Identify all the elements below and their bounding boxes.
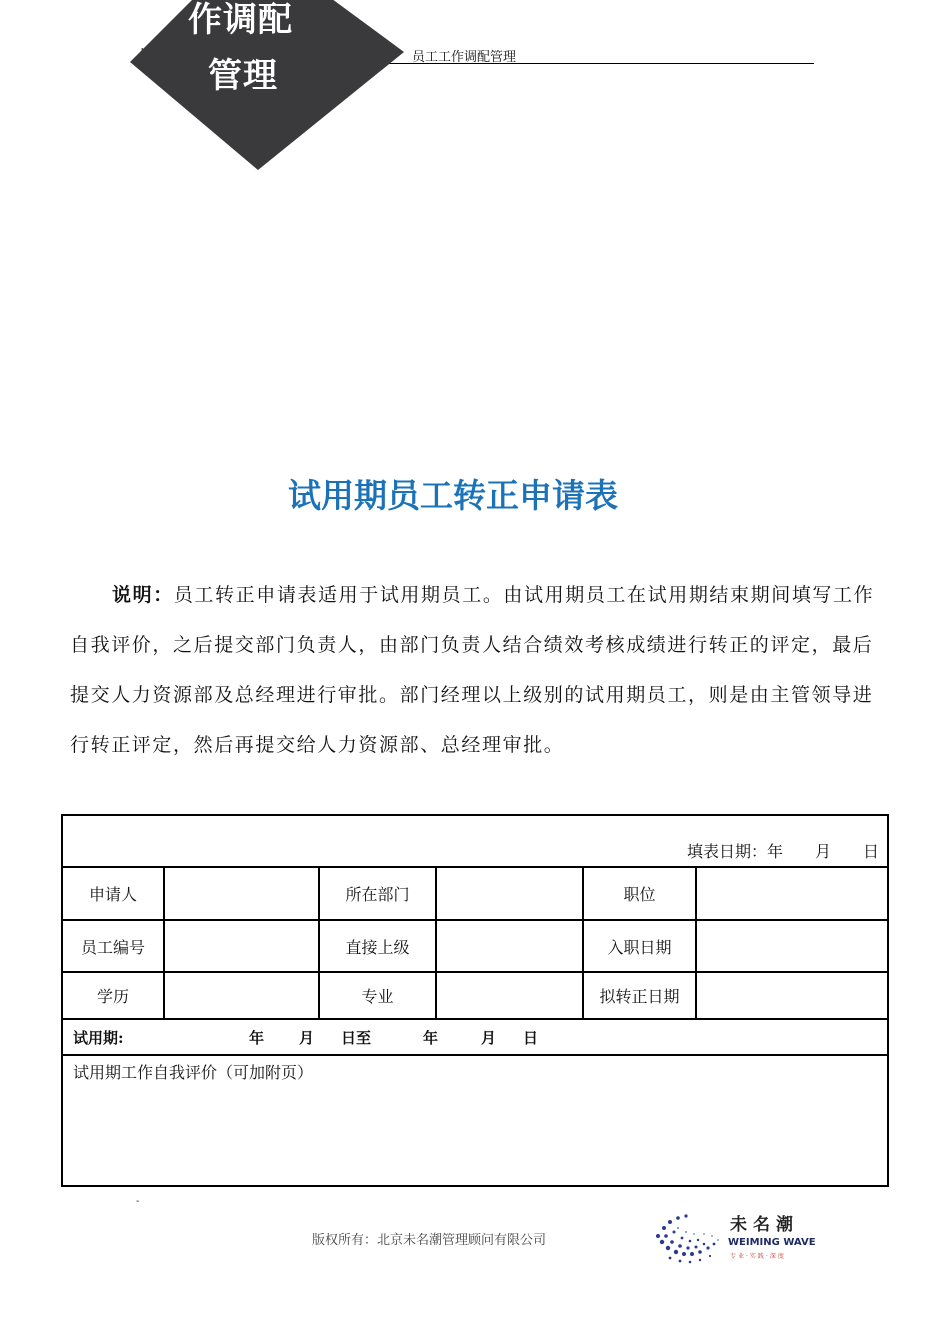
- field-supervisor[interactable]: [437, 921, 584, 971]
- badge-text-line1: 作调配: [188, 0, 293, 40]
- trial-period-label: 试用期:: [73, 1028, 124, 1047]
- field-position[interactable]: [697, 868, 887, 919]
- table-row: [63, 921, 887, 973]
- table-row: [63, 868, 887, 921]
- label-education: 学历: [63, 973, 165, 1018]
- trial-end-month: 月: [481, 1028, 497, 1047]
- trial-end-year: 年: [423, 1028, 439, 1047]
- fill-date-row: [63, 816, 887, 868]
- logo-english-name: WEIMING WAVE: [728, 1237, 816, 1248]
- trial-end-day: 日: [523, 1028, 539, 1047]
- trial-period-row: [63, 1020, 887, 1056]
- label-applicant: 申请人: [63, 868, 165, 919]
- self-evaluation-label: 试用期工作自我评价（可加附页）: [73, 1063, 314, 1082]
- label-employee-id: 员工编号: [63, 921, 165, 971]
- footer-dash: -: [136, 1196, 140, 1207]
- fill-date-text: 填表日期：年 月 日: [686, 842, 879, 861]
- wave-logo-icon: [648, 1206, 728, 1266]
- page-title: 试用期员工转正申请表: [288, 476, 618, 515]
- logo-chinese-name: 未名潮: [730, 1215, 799, 1235]
- field-education[interactable]: [165, 973, 320, 1018]
- header-badge: [0, 0, 420, 175]
- logo-tagline: 专业·实践·深度: [730, 1253, 786, 1260]
- table-row: [63, 973, 887, 1020]
- field-applicant[interactable]: [165, 868, 320, 919]
- field-employee-id[interactable]: [165, 921, 320, 971]
- field-planned-regularization-date[interactable]: [697, 973, 887, 1018]
- trial-start-month: 月: [299, 1028, 315, 1047]
- field-hire-date[interactable]: [697, 921, 887, 971]
- field-major[interactable]: [437, 973, 584, 1018]
- footer-copyright: 版权所有：北京未名潮管理顾问有限公司: [312, 1233, 547, 1248]
- field-department[interactable]: [437, 868, 584, 919]
- self-evaluation-area[interactable]: [63, 1056, 887, 1185]
- label-hire-date: 入职日期: [584, 921, 697, 971]
- description-paragraph: [70, 570, 890, 770]
- label-supervisor: 直接上级: [320, 921, 437, 971]
- trial-start-day-to: 日至: [341, 1028, 372, 1047]
- header-title: 员工工作调配管理: [412, 50, 517, 65]
- trial-start-year: 年: [249, 1028, 265, 1047]
- label-department: 所在部门: [320, 868, 437, 919]
- application-form-table: [61, 814, 889, 1187]
- badge-text-line2: 管理: [208, 56, 278, 96]
- company-logo: [648, 1206, 818, 1266]
- trial-period-line: [73, 1020, 538, 1054]
- label-position: 职位: [584, 868, 697, 919]
- label-planned-regularization-date: 拟转正日期: [584, 973, 697, 1018]
- description-label: 说明：: [112, 584, 174, 606]
- label-major: 专业: [320, 973, 437, 1018]
- description-text: 员工转正申请表适用于试用期员工。由试用期员工在试用期结束期间填写工作自我评价，之后提交部门负责人，由部门负责人结合绩效考核成绩进行转正的评定，最后提交人力资源部及总经理进行审批。部门经理以上级别的试用期员工，则是由主管领导进行转正评定，然后再提交给人力资源部、总经理审批。: [70, 584, 875, 756]
